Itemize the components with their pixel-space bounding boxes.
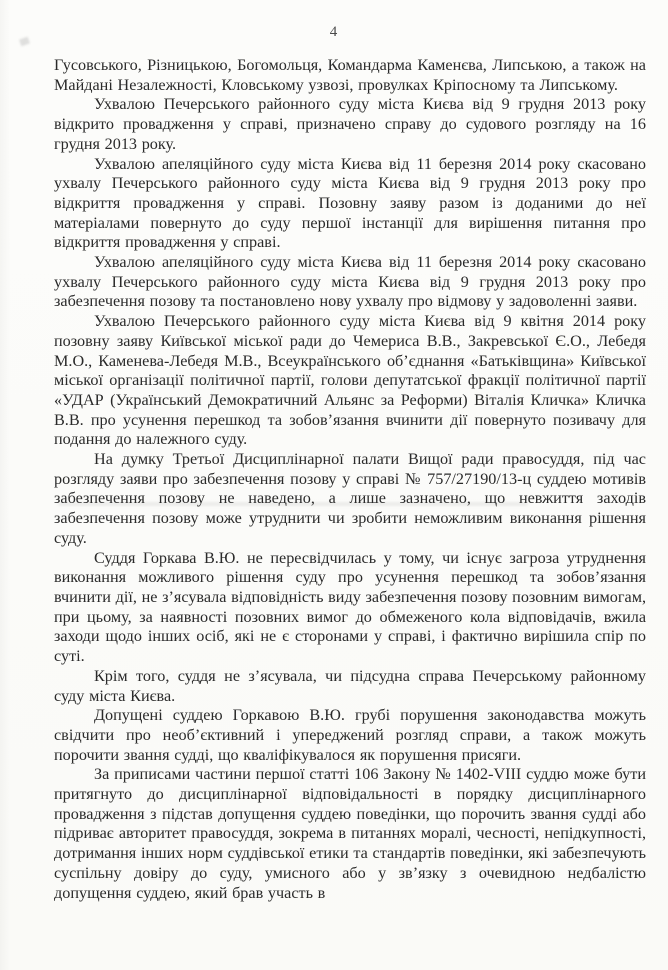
paragraph: Ухвалою апеляційного суду міста Києва від 11 березня 2014 року скасовано ухвалу Печерського районного суду міста Києва від 9 грудня 2013 року про забезпечення позову та постановлено нову ухвалу про відмову у задоволенні заяви. <box>54 253 646 311</box>
paragraph: Ухвалою апеляційного суду міста Києва від 11 березня 2014 року скасовано ухвалу Печерського районного суду міста Києва від 9 грудня 2013 року про відкриття провадження у справі. Позовну заяву разом із доданими до неї матеріалами повернуто до суду першої інстанції для вирішення питання про відкриття провадження у справі. <box>54 154 646 252</box>
scan-edge-shadow <box>0 0 10 970</box>
paragraph: На думку Третьої Дисциплінарної палати Вищої ради правосуддя, під час розгляду заяви про забезпечення позову у справі № 757/27190/13-ц суддею мотивів забезпечення позову не наведено, а лише зазначено, що невжиття заходів забезпечення позову може утруднити чи зробити неможливим виконання рішення суду. <box>54 450 646 547</box>
paragraph: Крім того, суддя не з’ясувала, чи підсудна справа Печерському районному суду міста Києва. <box>54 666 646 705</box>
page-number: 4 <box>329 24 339 40</box>
paragraph: Суддя Горкава В.Ю. не пересвідчилась у тому, чи існує загроза утруднення виконання можливого рішення суду про усунення перешкод та зобов’язання вчинити дії, не з’ясувала відповідність виду забезпечення позову позовним вимогам, при цьому, за наявності позовних вимог до обмеженого кола відповідачів, вжила заходи щодо інших осіб, які не є сторонами у справі, і фактично вирішила спір по суті. <box>54 548 646 666</box>
paragraph: За приписами частини першої статті 106 Закону № 1402-VIII суддю може бути притягнуто до дисциплінарної відповідальності в порядку дисциплінарного провадження з підстав допущення суддею поведінки, що порочить звання судді або підриває авторитет правосуддя, зокрема в питаннях моралі, чесності, непідкупності, дотримання інших норм суддівської етики та стандартів поведінки, які забезпечують суспільну довіру до суду, умисного або у зв’язку з очевидною недбалістю допущення суддею, який брав участь в <box>54 765 646 902</box>
paragraph: Допущені суддею Горкавою В.Ю. грубі порушення законодавства можуть свідчити про необ’єктивний і упереджений розгляд справи, а також можуть порочити звання судді, що кваліфікувалося як порушення присяги. <box>54 706 646 764</box>
paragraph: Ухвалою Печерського районного суду міста Києва від 9 квітня 2014 року позовну заяву Київської міської ради до Чемериса В.В., Закревської Є.О., Лебедя М.О., Каменева-Лебедя М.В., Всеукраїнського об’єднання «Батьківщина» Київської міської організації політичної партії, голови депутатської фракції політичної партії «УДАР (Український Демократичний Альянс за Реформи) Віталія Кличка» Кличка В.В. про усунення перешкод та зобов’язання вчинити дії повернуто позивачу для подання до належного суду. <box>54 312 646 449</box>
document-body-text <box>54 56 646 903</box>
paragraph: Ухвалою Печерського районного суду міста Києва від 9 грудня 2013 року відкрито провадження у справі, призначено справу до судового розгляду на 16 грудня 2013 року. <box>54 95 646 153</box>
paragraph: Гусовського, Різницькою, Богомольця, Командарма Каменєва, Липською, а також на Майдані Незалежності, Кловському узвозі, провулках Кріпосному та Липському. <box>54 56 646 94</box>
